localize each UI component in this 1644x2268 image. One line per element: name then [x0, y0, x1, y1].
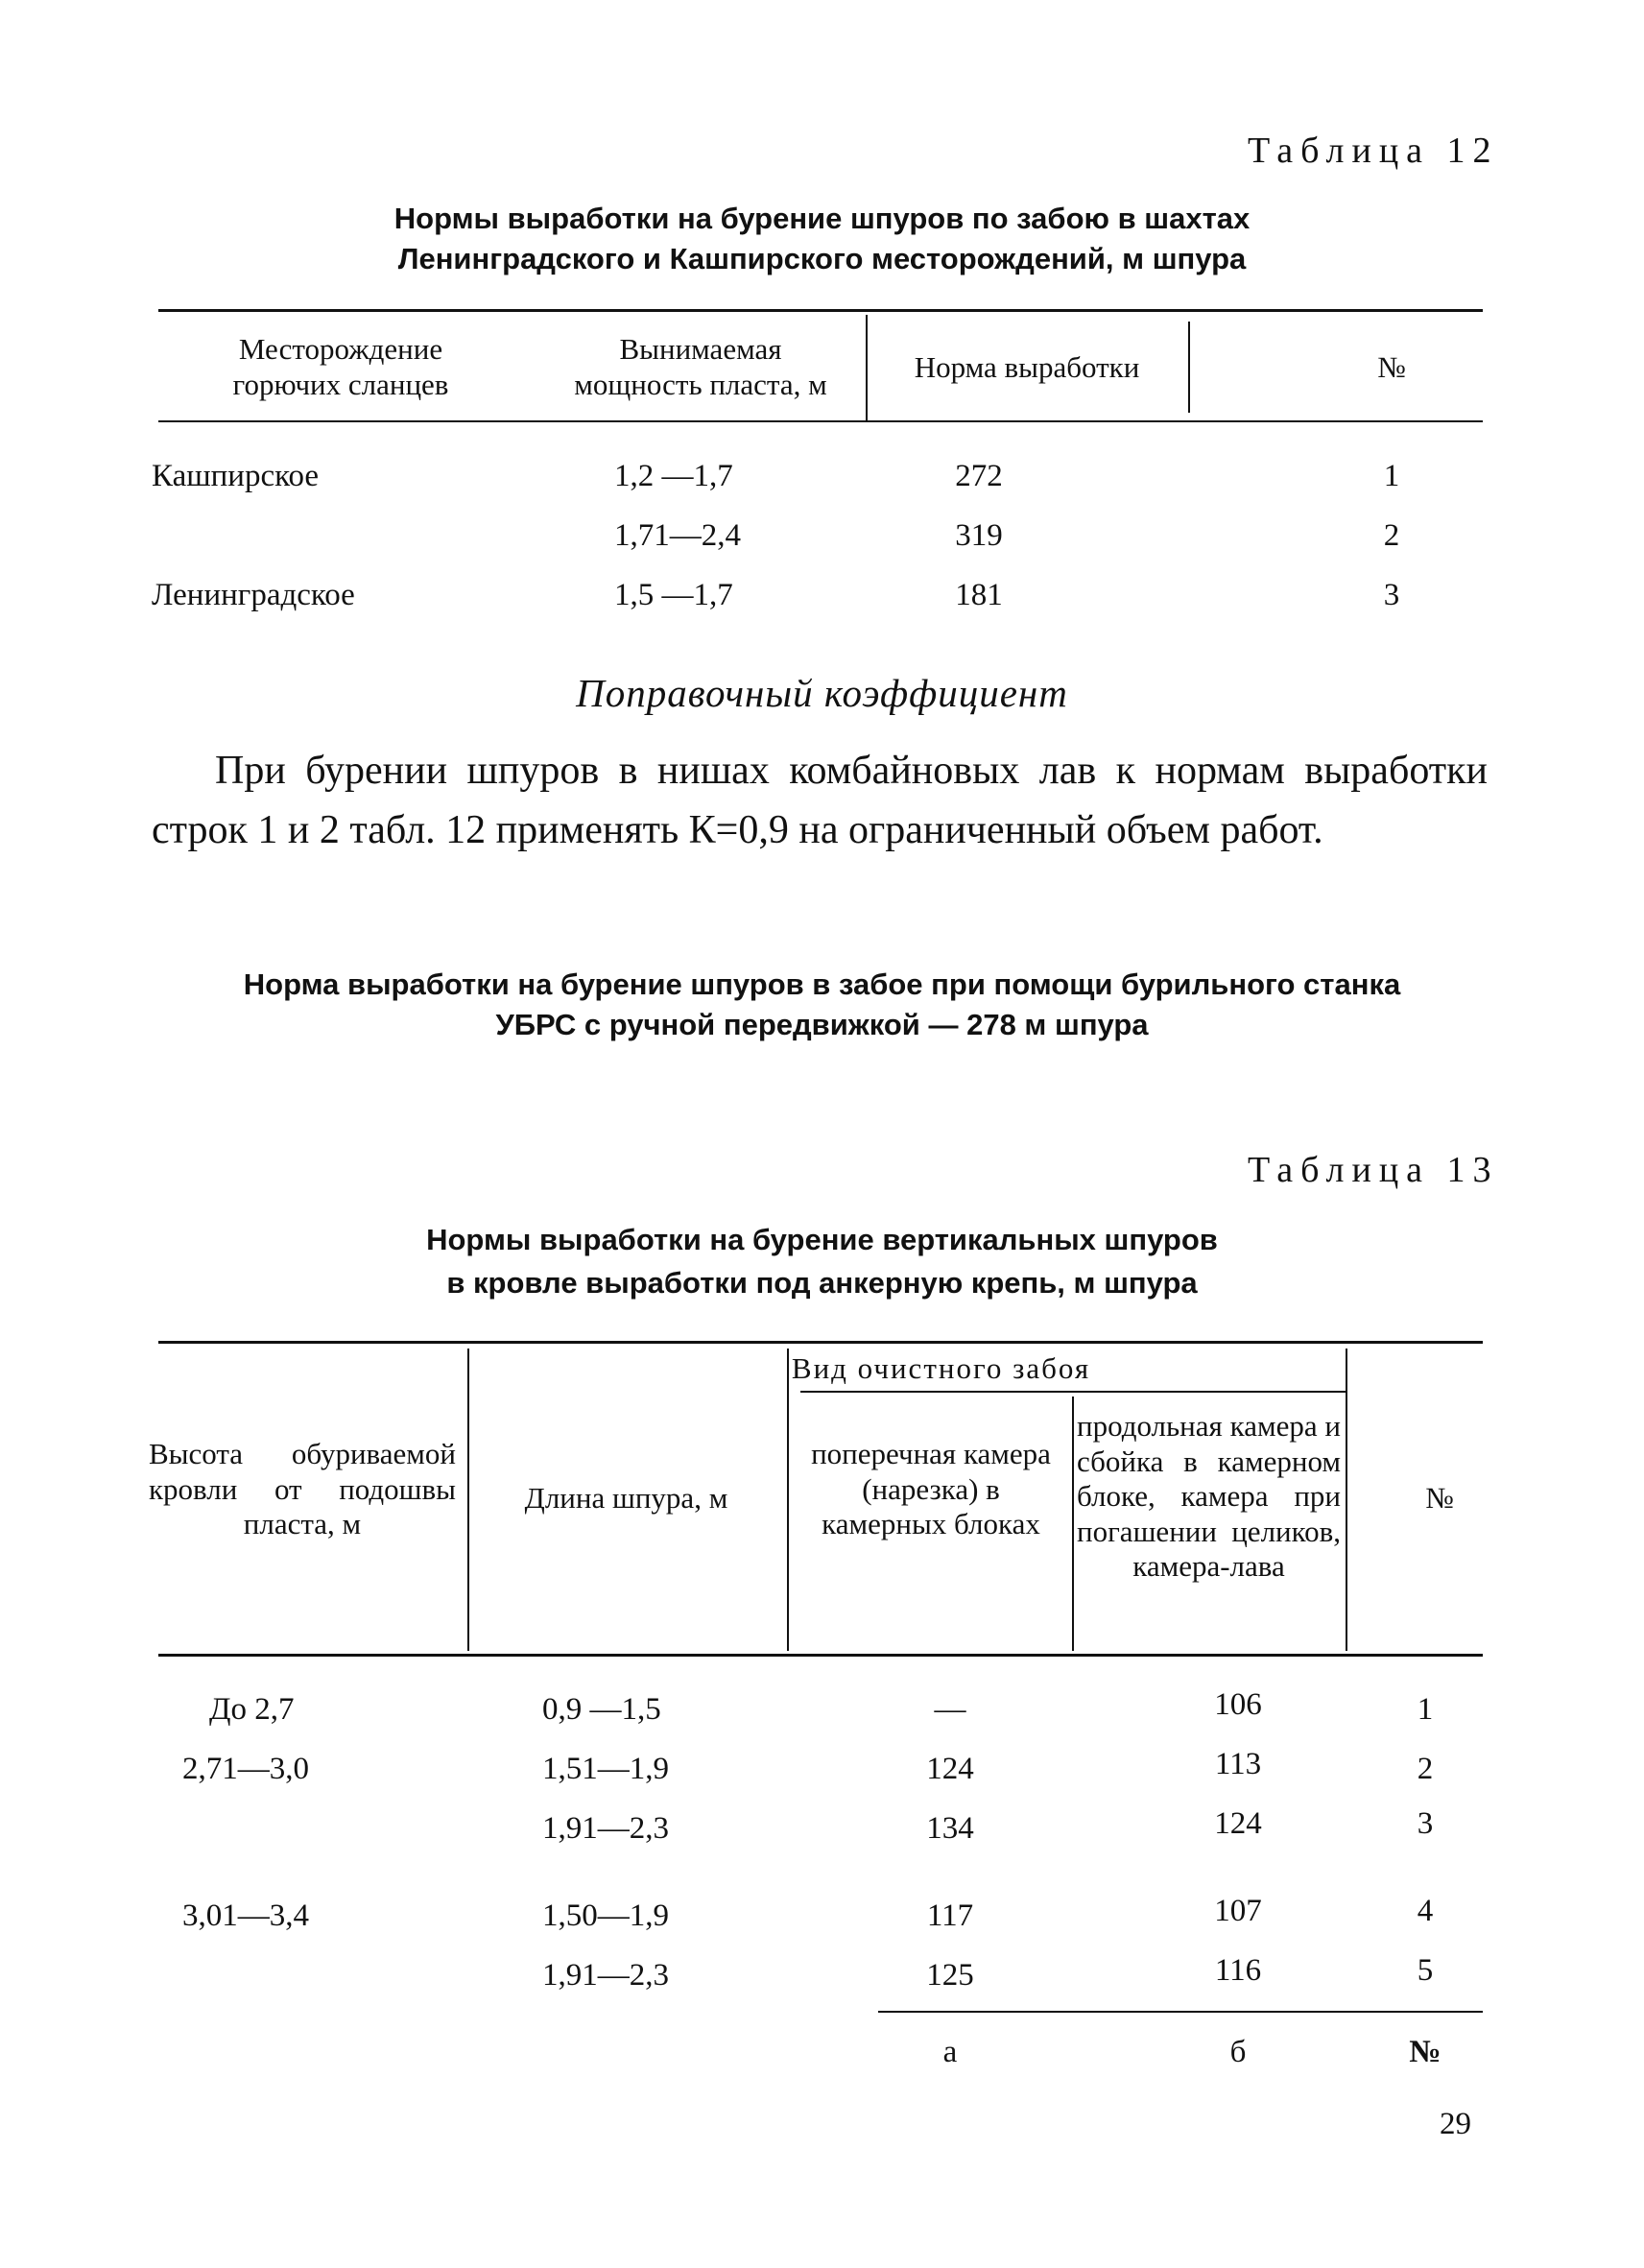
table13-header-rule [158, 1654, 1483, 1657]
table13-row4-length: 1,50—1,9 [542, 1898, 669, 1933]
table13-row3-num: 3 [1417, 1806, 1434, 1841]
table12-row1-thickness: 1,2 —1,7 [614, 459, 733, 493]
table12-row2-num: 2 [1383, 518, 1400, 553]
table13-col-divider [1072, 1397, 1074, 1651]
table13-footer-b: б [1229, 2035, 1247, 2069]
ubrs-norm [0, 965, 1644, 1045]
table12-row1-deposit: Кашпирское [152, 459, 320, 493]
table13-row2-a: 124 [926, 1752, 974, 1786]
ubrs-norm-line2: УБРС с ручной передвижкой — 278 м шпура [495, 1007, 1149, 1041]
table12-col-divider [1188, 322, 1190, 413]
table12-top-rule [158, 309, 1483, 312]
table13-row5-a: 125 [926, 1958, 974, 1993]
table12-header-deposit: Месторождение горючих сланцев [232, 332, 449, 401]
table13-col-divider [787, 1349, 789, 1651]
table13-header-col-a: поперечная камера (нарезка) в камерных блоках [811, 1437, 1051, 1541]
table12-row3-num: 3 [1383, 578, 1400, 612]
table13-row1-length: 0,9 —1,5 [542, 1692, 661, 1727]
table13-row4-b: 107 [1214, 1894, 1262, 1928]
table12-header-norm: Норма выработки [914, 350, 1140, 384]
table13-row1-a: — [934, 1692, 966, 1727]
table13-row2-length: 1,51—1,9 [542, 1752, 669, 1786]
table13-header-col-b: продольная камера и сбойка в камерном блоке, камера при погашении целиков, камера-лава [1077, 1409, 1341, 1584]
table12-row3-deposit: Ленинградское [152, 578, 355, 612]
table13-row2-b: 113 [1214, 1747, 1262, 1781]
correction-text: При бурении шпуров в нишах комбайновых лав к нормам выработки строк 1 и 2 табл. 12 применять К=0,9 на ограниченный объем работ. [152, 749, 1488, 852]
table13-row5-num: 5 [1417, 1953, 1434, 1988]
table12-row1-norm: 272 [955, 459, 1003, 493]
table13-caption: Таблица 13 [1248, 1150, 1499, 1190]
table12-title [0, 199, 1644, 279]
page-number: 29 [1440, 2107, 1471, 2141]
table13-row4-num: 4 [1417, 1894, 1434, 1928]
table13-title-line2: в кровле выработки под анкерную крепь, м шпура [446, 1265, 1198, 1300]
table13-row2-num: 2 [1417, 1752, 1434, 1786]
table13-row5-length: 1,91—2,3 [542, 1958, 669, 1993]
ubrs-norm-line1: Норма выработки на бурение шпуров в забое при помощи бурильного станка [243, 967, 1401, 1001]
table13-row3-length: 1,91—2,3 [542, 1811, 669, 1846]
table12-title-line2: Ленинградского и Кашпирского месторождений, м шпура [397, 241, 1247, 275]
table12-header-rule [158, 420, 1483, 422]
table13-header-face-type [0, 1351, 1644, 1387]
table13-footer-a: а [942, 2035, 958, 2069]
table12-row1-num: 1 [1383, 459, 1400, 493]
table13-top-rule [158, 1341, 1483, 1344]
table13-row1-b: 106 [1214, 1687, 1262, 1722]
table13-title [0, 1219, 1644, 1305]
table13-row4-a: 117 [926, 1898, 974, 1933]
table13-header-face-type-label: Вид очистного забоя [791, 1351, 1091, 1385]
table13-col-divider [467, 1349, 469, 1651]
table12-title-line1: Нормы выработки на бурение шпуров по забою в шахтах [393, 202, 1251, 235]
table13-footer-rule [878, 2011, 1483, 2013]
table13-row5-b: 116 [1214, 1953, 1262, 1988]
table12-row3-norm: 181 [955, 578, 1003, 612]
table13-header-length: Длина шпура, м [524, 1481, 728, 1515]
table13-row2-height: 2,71—3,0 [182, 1752, 309, 1786]
table12-col-divider [866, 315, 868, 420]
table13-row3-a: 134 [926, 1811, 974, 1846]
table12-row2-norm: 319 [955, 518, 1003, 553]
table12-caption: Таблица 12 [1248, 131, 1499, 171]
table12-header-num: № [1377, 350, 1406, 384]
table13-row1-num: 1 [1417, 1692, 1434, 1727]
table13-title-line1: Нормы выработки на бурение вертикальных шпуров [426, 1223, 1218, 1256]
table12-header-thickness: Вынимаемая мощность пласта, м [574, 332, 827, 401]
table13-footer-num: № [1409, 2035, 1441, 2069]
table13-header-num: № [1425, 1481, 1454, 1515]
table12-row2-thickness: 1,71—2,4 [614, 518, 741, 553]
table13-row4-height: 3,01—3,4 [182, 1898, 309, 1933]
correction-heading: Поправочный коэффициент [576, 671, 1068, 715]
table13-row3-b: 124 [1214, 1806, 1262, 1841]
table13-subheader-rule [800, 1391, 1346, 1393]
table13-row1-height: До 2,7 [209, 1692, 295, 1727]
table13-col-divider [1346, 1349, 1347, 1651]
table13-header-height: Высота обуриваемой кровли от подошвы пласта, м [149, 1437, 456, 1541]
table12-row3-thickness: 1,5 —1,7 [614, 578, 733, 612]
